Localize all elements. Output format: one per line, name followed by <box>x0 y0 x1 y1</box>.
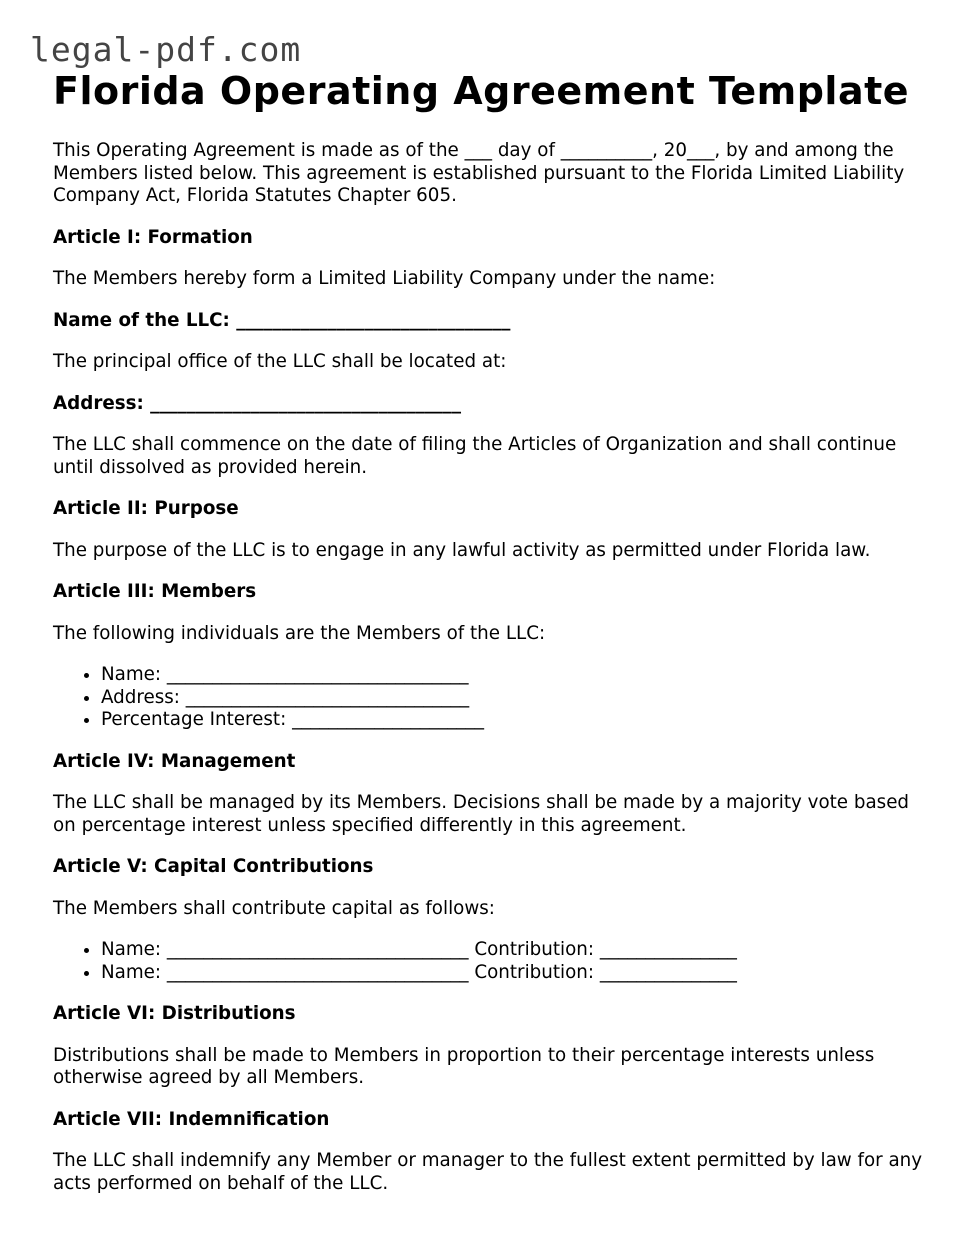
intro-paragraph: This Operating Agreement is made as of the ___ day of __________, 20___, by and among the Members listed below. This agreement is established pursuant to the Florida Limited Liability Company Act, Florida Statutes Chapter 605. <box>53 140 905 206</box>
watermark: legal-pdf.com <box>30 30 302 69</box>
article-1-office-text: The principal office of the LLC shall be located at: <box>53 351 507 372</box>
article-5-text: The Members shall contribute capital as follows: <box>53 897 495 919</box>
contributions-list <box>53 939 923 984</box>
article-3-text: The following individuals are the Members of the LLC: <box>53 622 546 644</box>
article-7-heading: Article VII: Indemnification <box>53 1108 330 1130</box>
contribution-item: • Name: _________________________________ Contribution: _______________ <box>101 939 923 962</box>
llc-name-field: Name of the LLC: ______________________________ <box>53 309 511 331</box>
article-1-heading: Article I: Formation <box>53 226 253 248</box>
address-field: Address: __________________________________ <box>53 392 461 414</box>
member-name-item: • Name: _________________________________ <box>101 664 923 687</box>
article-6-text: Distributions shall be made to Members in proportion to their percentage interests unless otherwise agreed by all Members. <box>53 1044 875 1088</box>
article-4-text: The LLC shall be managed by its Members. Decisions shall be made by a majority vote based on percentage interest unless specified differently in this agreement. <box>53 792 910 836</box>
article-1-commence-text: The LLC shall commence on the date of filing the Articles of Organization and shall continue until dissolved as provided herein. <box>53 434 897 478</box>
contribution-item: • Name: _________________________________ Contribution: _______________ <box>101 962 923 985</box>
article-3-heading: Article III: Members <box>53 581 257 602</box>
document-title: Florida Operating Agreement Template <box>53 69 910 113</box>
document-page <box>53 68 923 1195</box>
article-7-text: The LLC shall indemnify any Member or manager to the fullest extent permitted by law for any acts performed on behalf of the LLC. <box>53 1150 923 1194</box>
article-2-text: The purpose of the LLC is to engage in any lawful activity as permitted under Florida law. <box>53 539 871 561</box>
article-1-text: The Members hereby form a Limited Liability Company under the name: <box>53 268 716 289</box>
article-5-heading: Article V: Capital Contributions <box>53 856 374 877</box>
member-address-item: • Address: _______________________________ <box>101 687 923 710</box>
member-percentage-item: • Percentage Interest: _____________________ <box>101 709 923 732</box>
article-2-heading: Article II: Purpose <box>53 498 239 519</box>
article-6-heading: Article VI: Distributions <box>53 1003 296 1024</box>
members-list <box>53 664 923 732</box>
article-4-heading: Article IV: Management <box>53 750 296 772</box>
